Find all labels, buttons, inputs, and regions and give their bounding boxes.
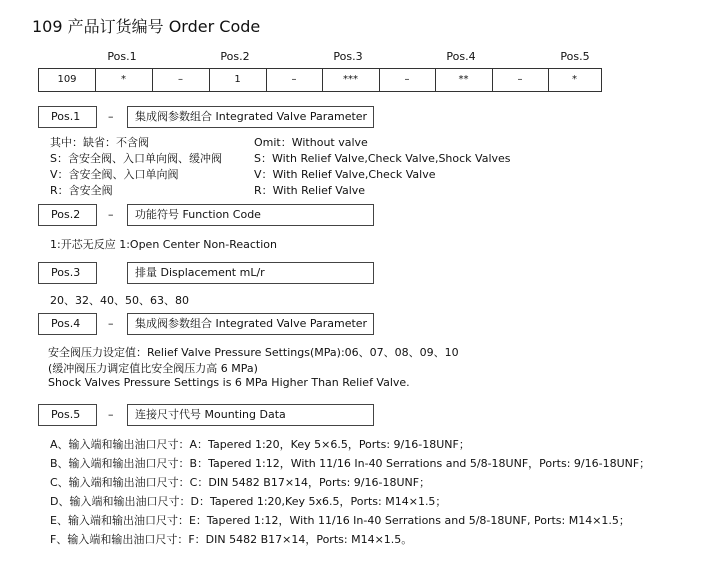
pos1-row-cn: R：含安全阀 (50, 184, 113, 197)
pos1-row-cn: 其中：缺省：不含阀 (50, 136, 149, 149)
pos2-text: 1:开芯无反应 1:Open Center Non-Reaction (50, 238, 277, 251)
pos1-label-box: Pos.1 (38, 106, 97, 128)
pos1-row-en: V：With Relief Valve,Check Valve (254, 168, 436, 181)
pos1-row-en: R：With Relief Valve (254, 184, 366, 197)
pos5-desc-box: 连接尺寸代号 Mounting Data (127, 404, 374, 426)
pos5-text-line: B、输入端和输出油口尺寸：B：Tapered 1:12，With 11/16 In-40 Serrations and 5/8-18UNF，Ports: 9/16-18UNF； (50, 457, 651, 470)
pos4-text-line: Shock Valves Pressure Settings is 6 MPa Higher Than Relief Valve. (48, 376, 410, 389)
pos2-dash: – (108, 208, 114, 221)
code-cell-base: 109 (57, 74, 77, 85)
pos1-row-cn: V：含安全阀、入口单向阀 (50, 168, 179, 181)
pos-label-2: Pos.2 (220, 50, 250, 63)
order-code-box (38, 68, 602, 92)
pos4-label-box: Pos.4 (38, 313, 97, 335)
pos2-label-box: Pos.2 (38, 204, 97, 226)
code-cell-sep: – (178, 74, 183, 85)
pos1-dash: – (108, 110, 114, 123)
pos5-text-line: C、输入端和输出油口尺寸：C：DIN 5482 B17×14，Ports: 9/16-18UNF； (50, 476, 431, 489)
code-cell-sep: – (291, 74, 297, 85)
pos1-row-en: Omit：Without valve (254, 136, 368, 149)
pos5-text-line: F、输入端和输出油口尺寸：F：DIN 5482 B17×14，Ports: M14×1.5。 (50, 533, 413, 546)
code-cell-sep: – (404, 74, 410, 85)
pos2-desc-box: 功能符号 Function Code (127, 204, 374, 226)
pos3-label-box: Pos.3 (38, 262, 97, 284)
code-cell-pos2: 1 (234, 74, 241, 85)
pos5-text-line: D、输入端和输出油口尺寸：D：Tapered 1:20,Key 5x6.5，Ports: M14×1.5； (50, 495, 447, 508)
pos1-row-cn: S：含安全阀、入口单向阀、缓冲阀 (50, 152, 222, 165)
code-cell-pos1: * (121, 74, 126, 85)
code-cell-pos3: *** (343, 74, 358, 85)
pos3-text: 20、32、40、50、63、80 (50, 294, 189, 307)
pos3-desc-box: 排量 Displacement mL/r (127, 262, 374, 284)
pos-label-3: Pos.3 (333, 50, 363, 63)
pos-label-1: Pos.1 (107, 50, 137, 63)
pos4-text-line: 安全阀压力设定值：Relief Valve Pressure Settings(MPa):06、07、08、09、10 (48, 346, 459, 359)
code-cell-pos5: * (572, 74, 577, 85)
pos1-desc-box: 集成阀参数组合 Integrated Valve Parameter (127, 106, 374, 128)
pos4-desc-box: 集成阀参数组合 Integrated Valve Parameter (127, 313, 374, 335)
pos-label-5: Pos.5 (560, 50, 590, 63)
pos4-text-line: (缓冲阀压力调定值比安全阀压力高 6 MPa) (48, 362, 258, 375)
code-cell-pos4: ** (458, 74, 469, 85)
pos4-dash: – (108, 317, 114, 330)
page-title: 109 产品订货编号 Order Code (32, 17, 261, 36)
code-cell-sep: – (517, 74, 523, 85)
pos1-row-en: S：With Relief Valve,Check Valve,Shock Valves (254, 152, 511, 165)
pos5-text-line: E、输入端和输出油口尺寸：E：Tapered 1:12，With 11/16 In-40 Serrations and 5/8-18UNF, Ports: M14×1.5； (50, 514, 630, 527)
pos5-label-box: Pos.5 (38, 404, 97, 426)
pos5-dash: – (108, 408, 114, 421)
pos5-text-line: A、输入端和输出油口尺寸：A：Tapered 1:20，Key 5×6.5，Ports: 9/16-18UNF； (50, 438, 470, 451)
pos-label-4: Pos.4 (446, 50, 476, 63)
